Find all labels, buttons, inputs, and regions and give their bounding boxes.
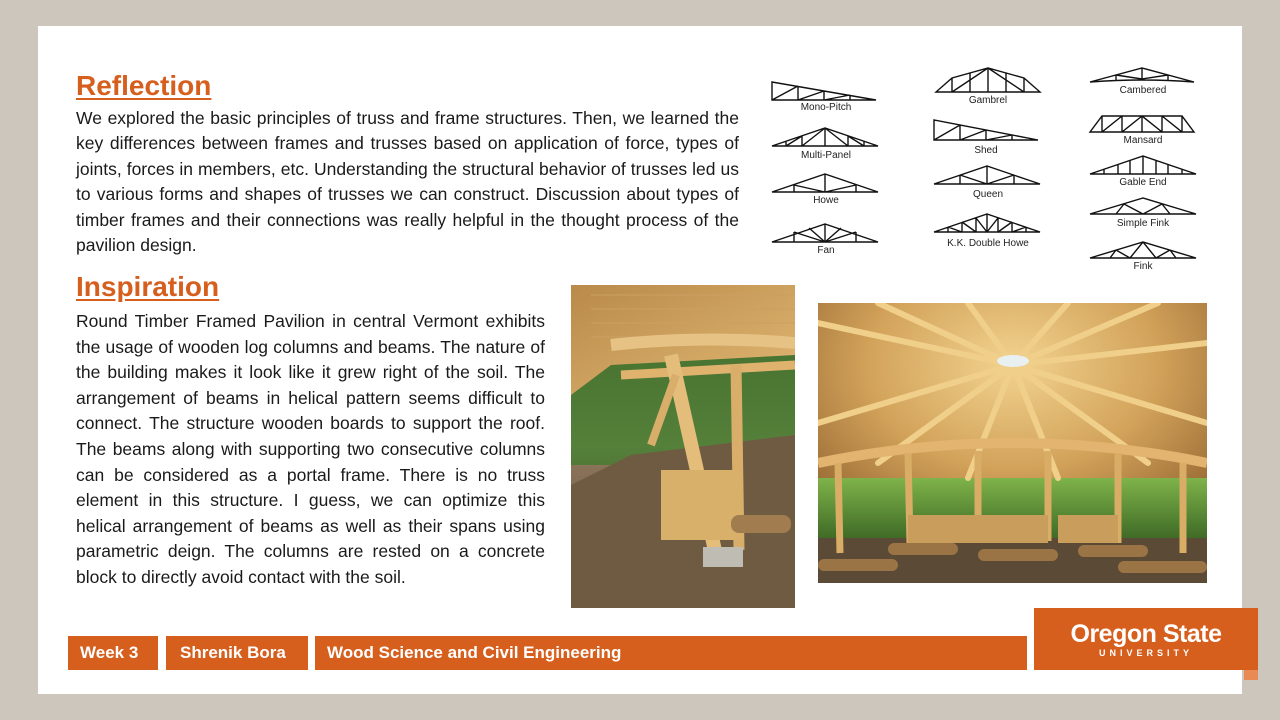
- truss-types-diagram: [764, 62, 1208, 270]
- truss-label-gable-end: Gable End: [1119, 177, 1167, 188]
- reflection-heading: Reflection: [76, 70, 212, 101]
- inspiration-heading: Inspiration: [76, 271, 220, 302]
- truss-label-howe: Howe: [813, 195, 839, 206]
- truss-label-fink: Fink: [1133, 261, 1153, 270]
- oregon-state-logo: [1034, 608, 1258, 670]
- footer-author: Shrenik Bora: [166, 636, 308, 670]
- truss-label-simple-fink: Simple Fink: [1116, 218, 1170, 229]
- truss-label-multi-panel: Multi-Panel: [800, 150, 852, 161]
- pavilion-side-photo: [571, 285, 795, 608]
- pavilion-interior-photo: [818, 303, 1207, 583]
- truss-label-kk-double-howe: K.K. Double Howe: [947, 238, 1029, 249]
- truss-label-shed: Shed: [974, 145, 998, 156]
- truss-label-fan: Fan: [817, 245, 835, 256]
- truss-label-mansard: Mansard: [1123, 135, 1163, 146]
- reflection-text: We explored the basic principles of truss and frame structures. Then, we learned the key differences between frames and trusses based on application of force, types of joints, forces in members, etc. Understanding the structural behavior of trusses led us to various forms and shapes of trusses we can construct. Discussion about types of timber frames and their connections was really helpful in the thought process of the pavilion design.: [76, 108, 739, 256]
- logo-sub: UNIVERSITY: [1098, 648, 1193, 658]
- logo-shadow: [1244, 670, 1258, 680]
- truss-label-mono-pitch: Mono-Pitch: [800, 102, 852, 113]
- truss-label-gambrel: Gambrel: [968, 95, 1008, 106]
- logo-name: Oregon State: [1070, 620, 1222, 648]
- footer-week: Week 3: [68, 636, 158, 670]
- inspiration-text: Round Timber Framed Pavilion in central Vermont exhibits the usage of wooden log columns and beams. The nature of the building makes it look like it grew right of the soil. The arrangement of beams in helical pattern seems difficult to connect. The structure wooden boards to support the roof. The beams along with supporting two consecutive columns can be considered as a portal frame. There is no truss element in this structure. I guess, we can optimize this helical arrangement of beams as well as their spans using parametric deign. The columns are rested on a concrete block to directly avoid contact with the soil.: [76, 311, 545, 587]
- footer-department: Wood Science and Civil Engineering: [315, 636, 1027, 670]
- truss-label-cambered: Cambered: [1119, 85, 1167, 96]
- truss-label-queen: Queen: [972, 189, 1004, 200]
